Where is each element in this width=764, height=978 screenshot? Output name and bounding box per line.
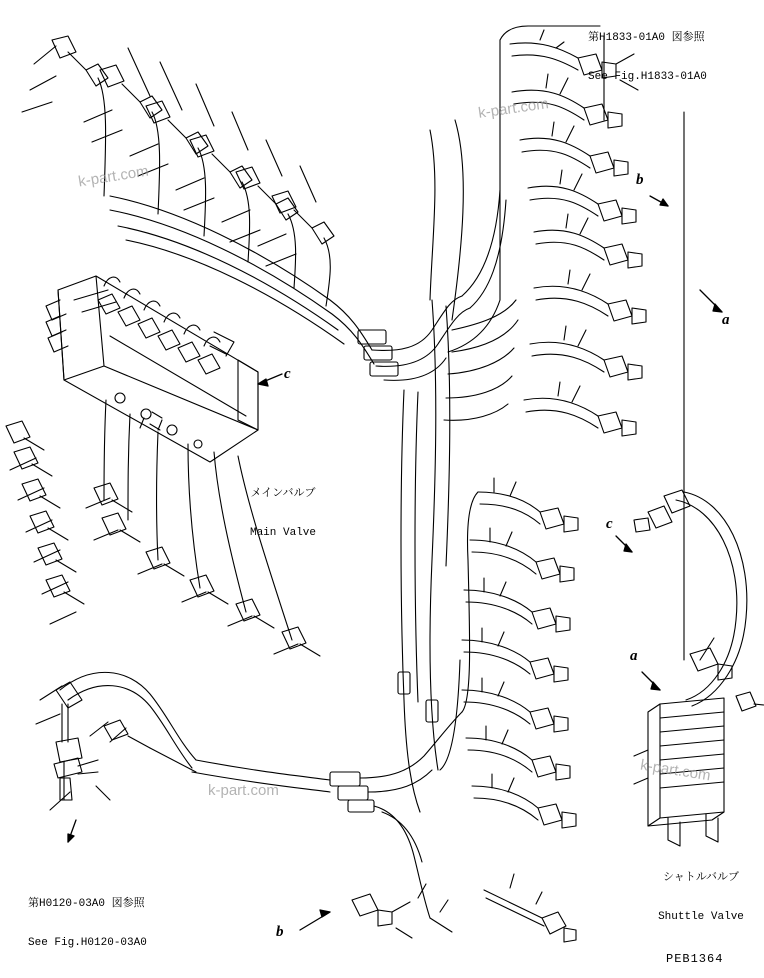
main-valve-label-en: Main Valve: [249, 527, 316, 539]
shuttle-valve-label-en: Shuttle Valve: [658, 911, 744, 923]
watermark-1: k-part.com: [77, 162, 150, 191]
drawing-code: PEB1364: [666, 952, 724, 966]
watermark-2: k-part.com: [477, 95, 550, 122]
callout-a-right: a: [722, 312, 730, 328]
callout-c-mid: c: [606, 516, 613, 532]
callout-b-bottom: b: [276, 924, 284, 940]
reference-note-bottom-left-en: See Fig.H0120-03A0: [28, 937, 147, 949]
shuttle-valve-label-jp: シャトルバルブ: [662, 872, 739, 884]
reference-note-bottom-left-jp: 第H0120-03A0 図参照: [28, 898, 145, 910]
reference-note-bottom-left: [28, 872, 147, 976]
callout-c-valve: c: [284, 366, 291, 382]
reference-note-top-right: [588, 6, 707, 110]
main-valve-label-jp: メインバルブ: [250, 488, 316, 500]
watermark-3: k-part.com: [208, 782, 279, 799]
watermark-4: k-part.com: [639, 756, 712, 785]
reference-note-top-right-en: See Fig.H1833-01A0: [588, 71, 707, 83]
callout-a-mid: a: [630, 648, 638, 664]
reference-note-top-right-jp: 第H1833-01A0 図参照: [588, 32, 705, 44]
part-label-shuttle-valve: [646, 846, 756, 950]
part-label-main-valve: [228, 462, 338, 566]
callout-b-top: b: [636, 172, 644, 188]
